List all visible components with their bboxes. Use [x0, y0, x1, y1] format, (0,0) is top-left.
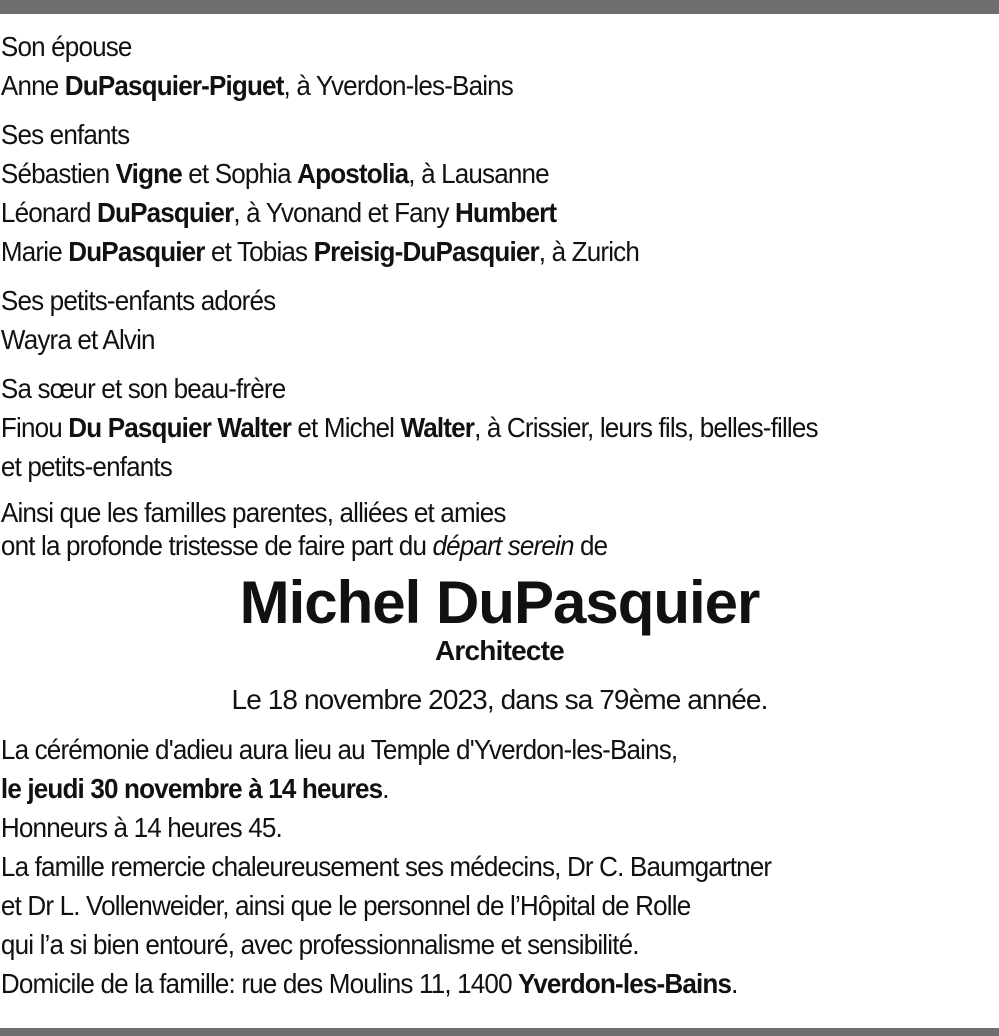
family-address [0, 964, 929, 1003]
family-name-bold: Du Pasquier Walter [68, 412, 292, 443]
family-text: Son épouse [0, 31, 132, 62]
ceremony-location: La cérémonie d'adieu aura lieu au Temple d'Yverdon-les-Bains, [0, 734, 678, 765]
family-text: Léonard [0, 197, 98, 228]
family-text: et Sophia [181, 158, 298, 189]
family-paragraph [0, 369, 999, 486]
family-text: Ses petits-enfants adorés [0, 285, 276, 316]
ceremony-time-tail: . [382, 773, 389, 804]
family-line [0, 369, 929, 408]
announcement-tail: de [573, 530, 608, 561]
family-paragraph [0, 27, 999, 105]
family-line [0, 232, 929, 271]
family-text: Marie [0, 236, 69, 267]
family-line [0, 447, 929, 486]
deceased-profession: Architecte [435, 635, 564, 666]
family-line [0, 408, 929, 447]
family-text: , à Crissier, leurs fils, belles-filles [474, 412, 818, 443]
family-text: Ses enfants [0, 119, 130, 150]
honours-time: Honneurs à 14 heures 45. [0, 812, 282, 843]
bottom-rule [0, 1028, 999, 1036]
announcement-line-1: Ainsi que les familles parentes, alliées et amies [0, 497, 506, 528]
ceremony-time-bold: le jeudi 30 novembre à 14 heures [0, 773, 383, 804]
family-name-bold: Vigne [115, 158, 182, 189]
address-tail: . [731, 968, 738, 999]
family-list [0, 27, 999, 486]
family-line [0, 193, 929, 232]
announcement [0, 496, 999, 562]
top-rule [0, 0, 999, 14]
announcement-line-2 [0, 529, 929, 562]
family-text: Finou [0, 412, 69, 443]
family-line [0, 115, 929, 154]
family-text: et Tobias [204, 236, 314, 267]
family-line [0, 320, 929, 359]
family-paragraph [0, 115, 999, 271]
family-text: , à Zurich [538, 236, 639, 267]
thanks-line-3: qui l’a si bien entouré, avec professionnalisme et sensibilité. [0, 929, 639, 960]
family-name-bold: DuPasquier-Piguet [64, 70, 284, 101]
family-line [0, 66, 929, 105]
address-city: Yverdon-les-Bains [518, 968, 732, 999]
obituary-notice [0, 27, 999, 1013]
family-name-bold: Apostolia [297, 158, 409, 189]
family-text: Sa sœur et son beau-frère [0, 373, 286, 404]
family-text: Wayra et Alvin [0, 324, 155, 355]
family-name-bold: Walter [400, 412, 475, 443]
announcement-text: ont la profonde tristesse de faire part du [0, 530, 433, 561]
family-text: et Michel [291, 412, 401, 443]
family-text: , à Lausanne [408, 158, 549, 189]
family-name-bold: DuPasquier [97, 197, 234, 228]
family-name-bold: Humbert [455, 197, 557, 228]
address-text: Domicile de la famille: rue des Moulins 11, 1400 [0, 968, 519, 999]
family-text: Anne [0, 70, 65, 101]
announcement-emphasis: départ serein [432, 530, 574, 561]
family-line [0, 27, 929, 66]
family-name-bold: Preisig-DuPasquier [313, 236, 539, 267]
death-date: Le 18 novembre 2023, dans sa 79ème année. [231, 684, 768, 715]
family-text: et petits-enfants [0, 451, 172, 482]
family-text: , à Yvonand et Fany [233, 197, 456, 228]
ceremony-details [0, 730, 999, 1003]
family-line [0, 154, 929, 193]
family-text: , à Yverdon-les-Bains [283, 70, 513, 101]
ceremony-time [0, 769, 929, 808]
deceased-name: Michel DuPasquier [239, 569, 760, 636]
family-paragraph [0, 281, 999, 359]
thanks-line-1: La famille remercie chaleureusement ses médecins, Dr C. Baumgartner [0, 851, 772, 882]
family-text: Sébastien [0, 158, 116, 189]
family-line [0, 281, 929, 320]
thanks-line-2: et Dr L. Vollenweider, ainsi que le personnel de l’Hôpital de Rolle [0, 890, 691, 921]
family-name-bold: DuPasquier [68, 236, 205, 267]
